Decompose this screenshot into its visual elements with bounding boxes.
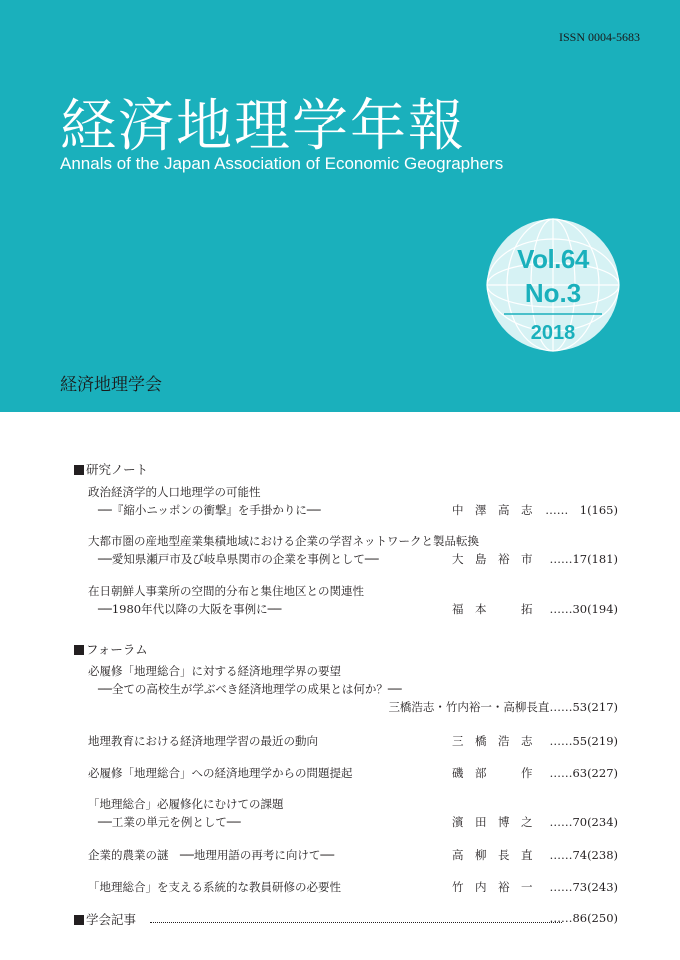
toc-entry-page: ……53(217)	[549, 700, 618, 714]
toc-entry-subtitle: ──『縮小ニッポンの衝撃』を手掛かりに──	[98, 503, 321, 517]
toc-entry-page: ……73(243)	[549, 880, 618, 894]
toc-entry-subtitle: ──全ての高校生が学ぶべき経済地理学の成果とは何か？──	[98, 682, 402, 696]
square-bullet-icon	[74, 465, 84, 475]
toc-entry-author: 三橋浩志・竹内裕一・高柳長直	[388, 700, 550, 714]
number-label: No.3	[524, 278, 582, 308]
toc-entry-author: 三 橋 浩 志	[452, 734, 533, 748]
toc-entry-page: …… 1(165)	[545, 503, 618, 517]
toc-entry-author: 福 本 拓	[452, 602, 533, 616]
volume-label: Vol.64	[517, 244, 589, 274]
toc-entry-page: ……17(181)	[549, 552, 618, 566]
section-heading-forum: フォーラム	[74, 640, 148, 658]
toc-entry-author: 高 柳 長 直	[452, 848, 533, 862]
toc-entry-author-page	[388, 700, 618, 714]
toc-entry-author: 磯 部 作	[452, 766, 533, 780]
toc-entry-title: 政治経済学的人口地理学の可能性	[88, 485, 261, 499]
toc-entry-author: 濱 田 博 之	[452, 815, 533, 829]
toc-entry-page: ……74(238)	[549, 848, 618, 862]
toc-entry-author: 大 島 裕 市	[452, 552, 533, 566]
toc-entry-title: 在日朝鮮人事業所の空間的分布と集住地区との関連性	[88, 584, 364, 598]
toc-entry-title: 必履修「地理総合」に対する経済地理学界の要望	[88, 664, 341, 678]
square-bullet-icon	[74, 915, 84, 925]
toc-entry-subtitle: ──工業の単元を例として──	[98, 815, 241, 829]
toc-entry-page: ……63(227)	[549, 766, 618, 780]
journal-subtitle: Annals of the Japan Association of Economic Geographers	[60, 154, 504, 173]
cover-panel	[0, 0, 680, 412]
toc-entry-title: 大都市圏の産地型産業集積地域における企業の学習ネットワークと製品転換	[88, 534, 479, 548]
square-bullet-icon	[74, 645, 84, 655]
toc-entry-subtitle: ──1980年代以降の大阪を事例に──	[98, 602, 282, 616]
toc-entry-page: ……86(250)	[549, 911, 618, 925]
toc-entry-title: 必履修「地理総合」への経済地理学からの問題提起	[88, 766, 353, 780]
year-label: 2018	[530, 322, 576, 344]
toc-entry-title: 企業的農業の謎 ──地理用語の再考に向けて──	[88, 848, 335, 862]
toc-entry-subtitle: ──愛知県瀬戸市及び岐阜県関市の企業を事例として──	[98, 552, 379, 566]
section-heading-society-news: 学会記事	[74, 910, 136, 928]
toc-entry-page: ……30(194)	[549, 602, 618, 616]
publisher: 経済地理学会	[60, 375, 162, 395]
toc-entry-author: 中 澤 高 志	[452, 503, 533, 517]
issn: ISSN 0004-5683	[558, 30, 640, 44]
toc-entry-title: 「地理総合」を支える系統的な教員研修の必要性	[88, 880, 341, 894]
dot-leader	[150, 922, 562, 923]
journal-title: 経済地理学年報	[60, 94, 466, 159]
toc-entry-title: 「地理総合」必履修化にむけての課題	[88, 797, 284, 811]
section-heading-research-note: 研究ノート	[74, 460, 148, 478]
toc-entry-page: ……70(234)	[549, 815, 618, 829]
toc-entry-page: ……55(219)	[549, 734, 618, 748]
toc-entry-author: 竹 内 裕 一	[452, 880, 533, 894]
toc-entry-title: 地理教育における経済地理学習の最近の動向	[88, 734, 318, 748]
